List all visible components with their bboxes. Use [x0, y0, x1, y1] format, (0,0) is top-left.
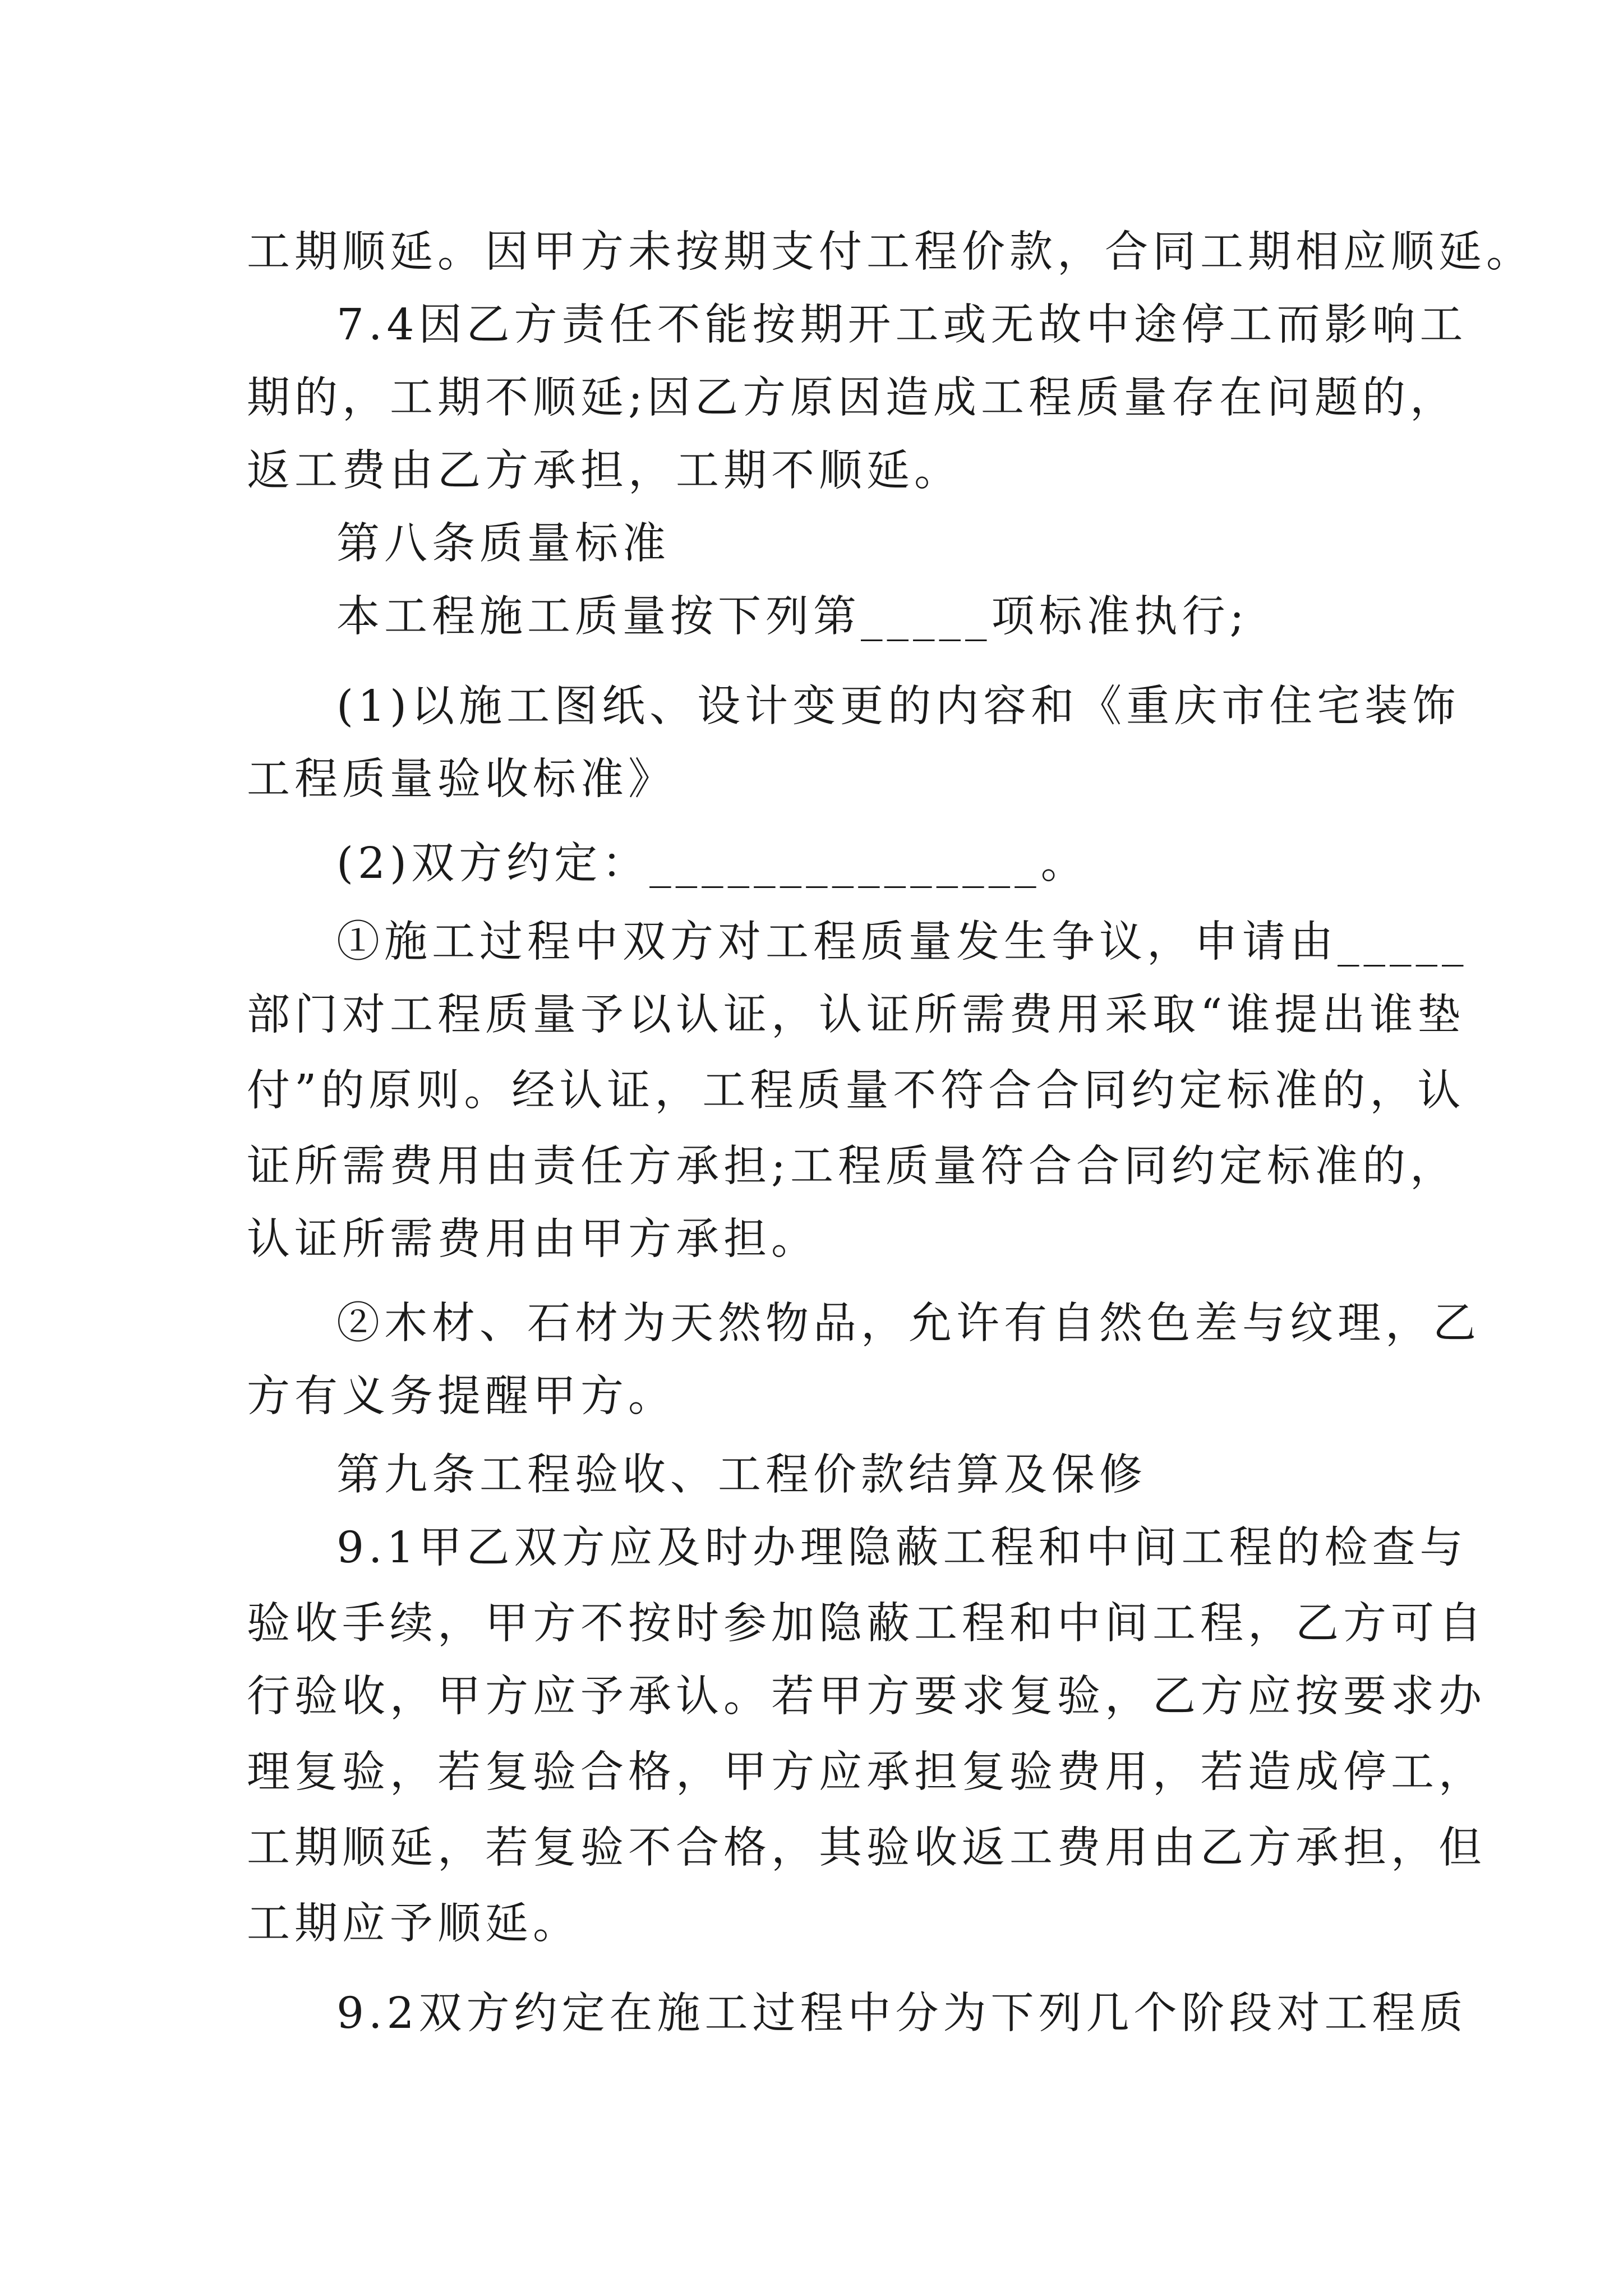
text-line: 认证所需费用由甲方承担。: [247, 1214, 819, 1264]
clause-9-1: 9.1甲乙双方应及时办理隐蔽工程和中间工程的检查与: [336, 1523, 1468, 1573]
list-item: (2)双方约定：_______________。: [336, 839, 1089, 889]
list-item: ②木材、石材为天然物品，允许有自然色差与纹理，乙: [336, 1299, 1481, 1349]
text-line: 工期顺延，若复验不合格，其验收返工费用由乙方承担，但: [247, 1823, 1486, 1873]
text-line: 理复验，若复验合格，甲方应承担复验费用，若造成停工，: [247, 1747, 1486, 1797]
clause-7-4: 7.4因乙方责任不能按期开工或无故中途停工而影响工: [336, 300, 1468, 350]
list-item: (1)以施工图纸、设计变更的内容和《重庆市住宅装饰: [336, 682, 1460, 731]
text-line: 证所需费用由责任方承担;工程质量符合合同约定标准的，: [247, 1142, 1458, 1191]
text-line: 本工程施工质量按下列第_____项标准执行;: [336, 592, 1249, 642]
text-line: 方有义务提醒甲方。: [247, 1372, 676, 1421]
text-line: 工期顺延。因甲方未按期支付工程价款，合同工期相应顺延。: [247, 227, 1534, 277]
list-item: ①施工过程中双方对工程质量发生争议，申请由_____: [336, 917, 1468, 967]
text-line: 期的，工期不顺延;因乙方原因造成工程质量存在问题的，: [247, 373, 1458, 423]
text-line: 工程质量验收标准》: [247, 754, 676, 804]
text-line: 部门对工程质量予以认证，认证所需费用采取“谁提出谁垫: [247, 990, 1465, 1040]
text-line: 付”的原则。经认证，工程质量不符合合同约定标准的，认: [247, 1066, 1465, 1116]
article-8-heading: 第八条质量标准: [336, 519, 670, 569]
clause-9-2: 9.2双方约定在施工过程中分为下列几个阶段对工程质: [336, 1989, 1468, 2039]
text-line: 工期应予顺延。: [247, 1899, 580, 1949]
article-9-heading: 第九条工程验收、工程价款结算及保修: [336, 1450, 1147, 1500]
text-line: 验收手续，甲方不按时参加隐蔽工程和中间工程，乙方可自: [247, 1599, 1486, 1649]
text-line: 返工费由乙方承担，工期不顺延。: [247, 446, 962, 496]
text-line: 行验收，甲方应予承认。若甲方要求复验，乙方应按要求办: [247, 1672, 1486, 1722]
